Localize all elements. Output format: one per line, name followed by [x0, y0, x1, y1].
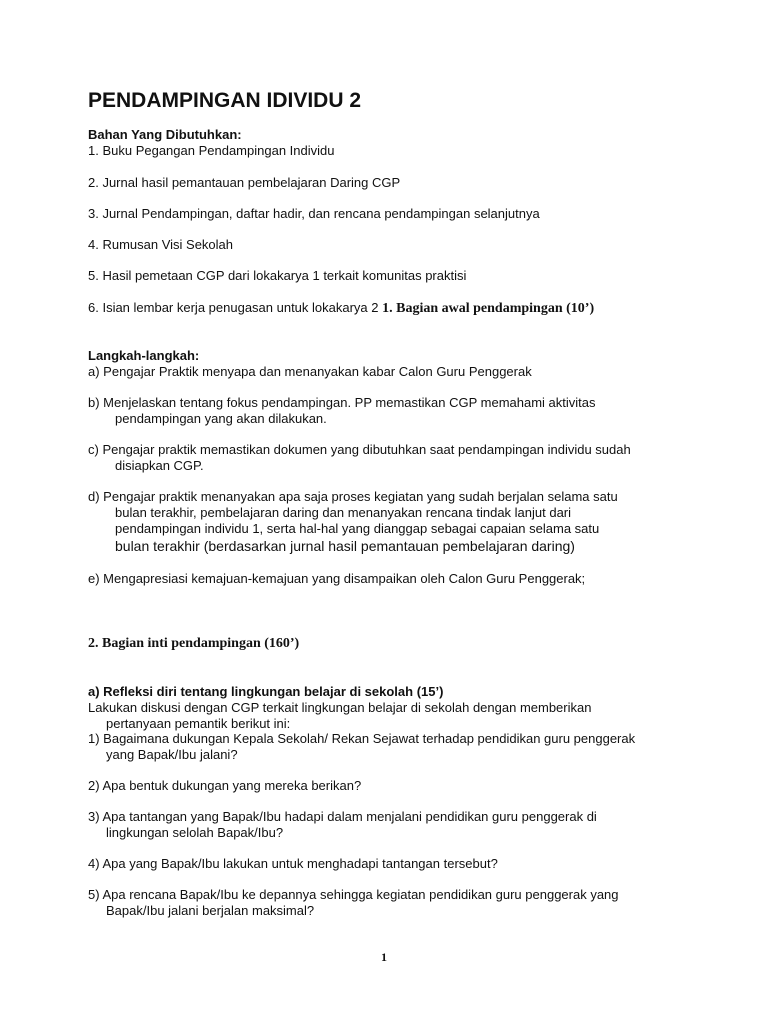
question-3-line-2: lingkungan selolah Bapak/Ibu?: [106, 825, 284, 840]
step-c-line-1: c) Pengajar praktik memastikan dokumen yang dibutuhkan saat pendampingan individu sudah: [88, 442, 631, 457]
reflection-intro-line-2: pertanyaan pemantik berikut ini:: [106, 716, 291, 731]
step-d-line-2: bulan terakhir, pembelajaran daring dan menanyakan rencana tindak lanjut dari: [115, 505, 572, 520]
question-1-line-1: 1) Bagaimana dukungan Kepala Sekolah/ Rekan Sejawat terhadap pendidikan guru penggerak: [88, 731, 636, 746]
question-5-line-1: 5) Apa rencana Bapak/Ibu ke depannya sehingga kegiatan pendidikan guru penggerak yang: [88, 887, 619, 902]
step-d-line-4: bulan terakhir (berdasarkan jurnal hasil pemantauan pembelajaran daring): [115, 538, 575, 554]
materials-item-6-text: 6. Isian lembar kerja penugasan untuk lokakarya 2: [88, 300, 383, 315]
steps-heading: Langkah-langkah:: [88, 348, 200, 363]
reflection-heading: a) Refleksi diri tentang lingkungan belajar di sekolah (15’): [88, 684, 444, 699]
step-b-line-1: b) Menjelaskan tentang fokus pendampingan. PP memastikan CGP memahami aktivitas: [88, 395, 596, 410]
step-d-line-1: d) Pengajar praktik menanyakan apa saja proses kegiatan yang sudah berjalan selama satu: [88, 489, 618, 504]
question-4: 4) Apa yang Bapak/Ibu lakukan untuk menghadapi tantangan tersebut?: [88, 856, 498, 871]
materials-item-4: 4. Rumusan Visi Sekolah: [88, 237, 234, 252]
section-1-heading: 1. Bagian awal pendampingan (10’): [382, 301, 595, 316]
question-2: 2) Apa bentuk dukungan yang mereka berikan?: [88, 778, 362, 793]
document-title: PENDAMPINGAN IDIVIDU 2: [88, 89, 362, 112]
materials-item-5: 5. Hasil pemetaan CGP dari lokakarya 1 terkait komunitas praktisi: [88, 268, 467, 283]
step-a: a) Pengajar Praktik menyapa dan menanyakan kabar Calon Guru Penggerak: [88, 364, 532, 379]
question-1-line-2: yang Bapak/Ibu jalani?: [106, 747, 238, 762]
materials-heading: Bahan Yang Dibutuhkan:: [88, 127, 242, 142]
page-number: 1: [381, 950, 387, 964]
materials-item-3: 3. Jurnal Pendampingan, daftar hadir, dan rencana pendampingan selanjutnya: [88, 206, 540, 221]
step-e: e) Mengapresiasi kemajuan-kemajuan yang disampaikan oleh Calon Guru Penggerak;: [88, 571, 586, 586]
materials-item-2: 2. Jurnal hasil pemantauan pembelajaran Daring CGP: [88, 175, 401, 190]
reflection-intro-line-1: Lakukan diskusi dengan CGP terkait lingkungan belajar di sekolah dengan memberikan: [88, 700, 592, 715]
materials-item-6: [88, 300, 594, 317]
section-2-heading: 2. Bagian inti pendampingan (160’): [88, 636, 300, 651]
step-b-line-2: pendampingan yang akan dilakukan.: [115, 411, 327, 426]
step-d-line-3: pendampingan individu 1, serta hal-hal yang dianggap sebagai capaian selama satu: [115, 521, 600, 536]
question-5-line-2: Bapak/Ibu jalani berjalan maksimal?: [106, 903, 315, 918]
question-3-line-1: 3) Apa tantangan yang Bapak/Ibu hadapi dalam menjalani pendidikan guru penggerak di: [88, 809, 597, 824]
step-c-line-2: disiapkan CGP.: [115, 458, 204, 473]
materials-item-1: 1. Buku Pegangan Pendampingan Individu: [88, 143, 335, 158]
